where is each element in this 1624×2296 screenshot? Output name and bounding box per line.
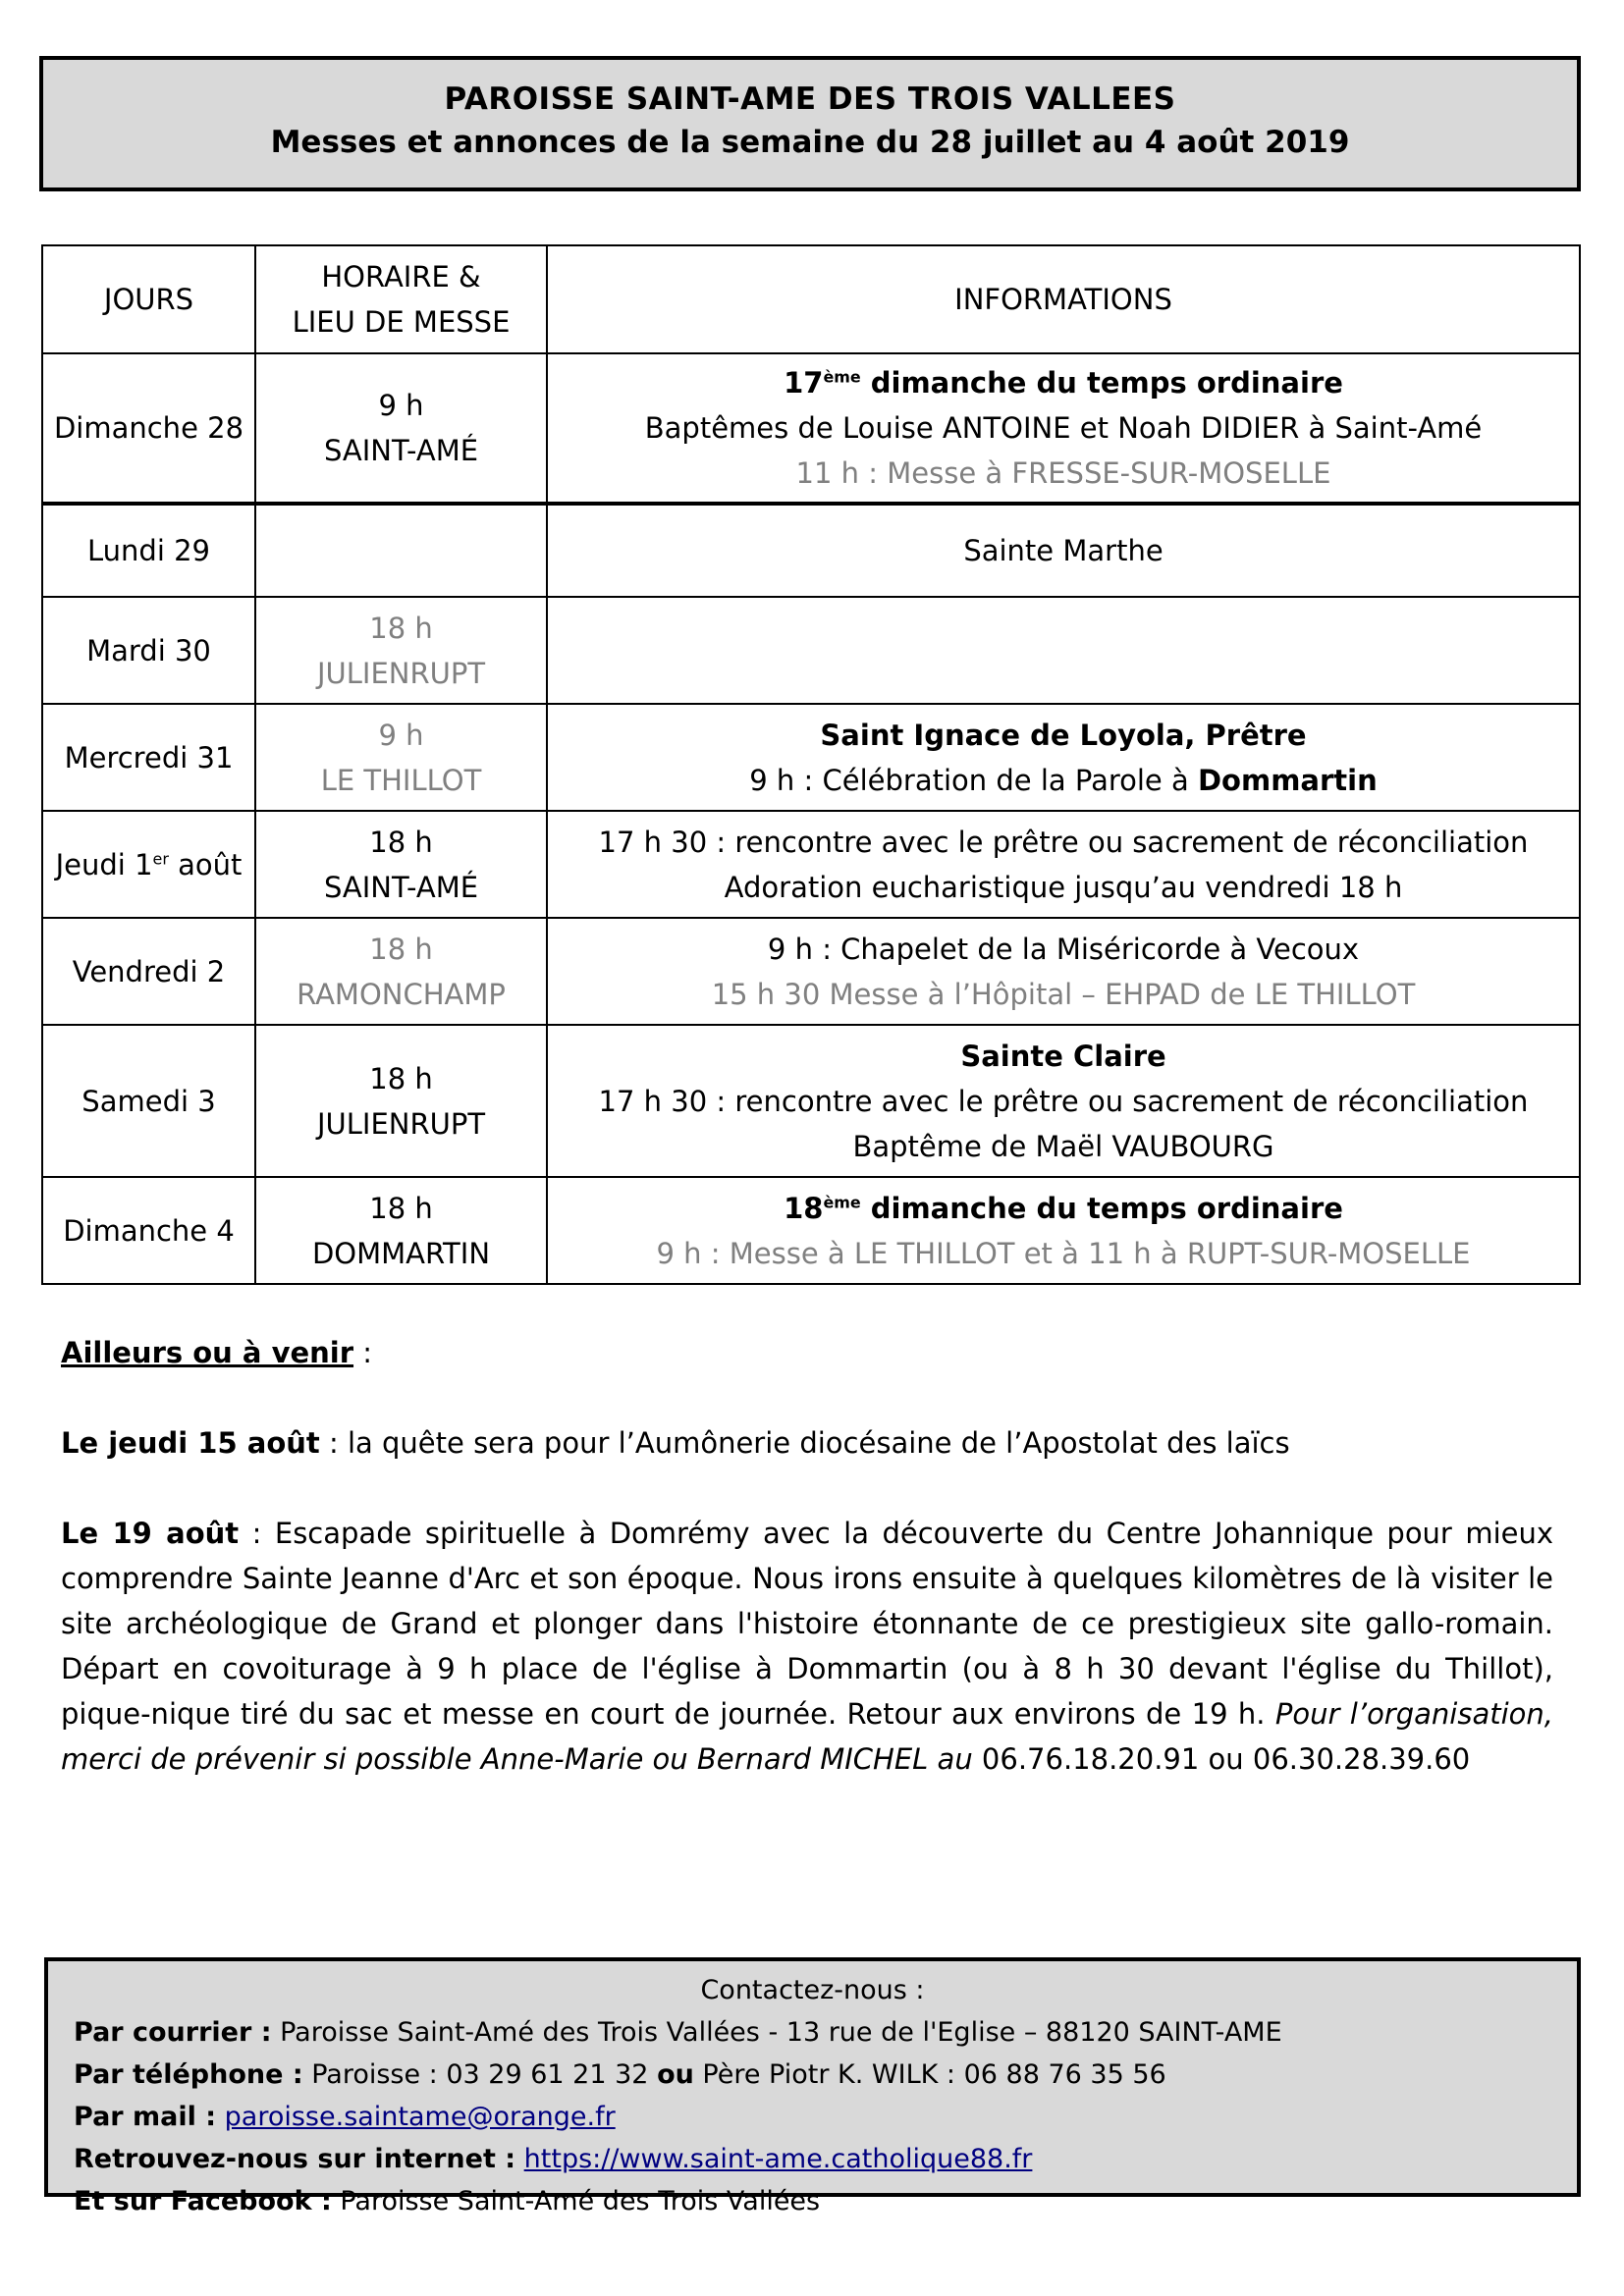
col-header-days: JOURS [42, 245, 255, 353]
header-box [39, 56, 1581, 191]
announcement-item [61, 1511, 1553, 1782]
time-place-cell [255, 504, 547, 597]
mass-place: DOMMARTIN [311, 1236, 491, 1270]
info-line: Saint Ignace de Loyola, Prêtre [820, 718, 1307, 752]
announcement-date: Le 19 août [61, 1517, 240, 1550]
table-row [42, 1177, 1580, 1284]
info-line [552, 758, 1575, 803]
time-place-cell [255, 353, 547, 504]
contact-label: Et sur Facebook : [74, 2186, 332, 2216]
day-month: août [168, 847, 243, 881]
info-text: dimanche du temps ordinaire [860, 366, 1343, 400]
col-header-time-place [255, 245, 547, 353]
day-cell: Dimanche 4 [42, 1177, 255, 1284]
contact-value: Paroisse : 03 29 61 21 32 [302, 2059, 658, 2090]
table-row [42, 704, 1580, 811]
mass-place: JULIENRUPT [316, 656, 486, 690]
time-place-cell [255, 704, 547, 811]
heading-text: Ailleurs ou à venir [61, 1336, 354, 1369]
announcements-heading [61, 1330, 1553, 1375]
contact-value: Paroisse Saint-Amé des Trois Vallées [331, 2186, 821, 2216]
mass-schedule-table [41, 244, 1581, 1285]
announcements [61, 1330, 1553, 1782]
info-line: 9 h : Messe à LE THILLOT et à 11 h à RUPT-SUR-MOSELLE [656, 1236, 1471, 1270]
contact-label: Par courrier : [74, 2017, 272, 2048]
mass-place: LE THILLOT [320, 763, 482, 797]
mass-place: RAMONCHAMP [297, 977, 506, 1011]
ordinal-number: 17 [784, 366, 824, 400]
contact-phone-row [74, 2054, 1577, 2096]
announcement-text: : Escapade spirituelle à Domrémy avec la découverte du Centre Johannique pour mieux comprendre Sainte Jeanne d'Arc et son époque. Nous irons ensuite à quelques kilomètres de là visiter le site archéologique de Grand et plonger dans l'histoire étonnante de ce prestigieux site gallo-romain. Départ en covoiturage à 9 h place de l'église à Dommartin (ou à 8 h 30 devant l'église du Thillot), pique-nique tiré du sac et messe en court de journée. Retour aux environs de 19 h. [61, 1517, 1554, 1731]
contact-value: Père Piotr K. WILK : 06 88 76 35 56 [693, 2059, 1166, 2090]
day-cell [42, 811, 255, 918]
announcement-phones: 06.76.18.20.91 ou 06.30.28.39.60 [972, 1742, 1471, 1776]
contact-mail-row [74, 2011, 1577, 2054]
time-place-cell [255, 1177, 547, 1284]
info-line: 11 h : Messe à FRESSE-SUR-MOSELLE [795, 456, 1331, 490]
time-place-cell [255, 1025, 547, 1177]
website-link[interactable]: https://www.saint-ame.catholique88.fr [523, 2144, 1033, 2174]
contact-value: Paroisse Saint-Amé des Trois Vallées - 13 rue de l'Eglise – 88120 SAINT-AME [271, 2017, 1282, 2048]
announcement-item [61, 1420, 1553, 1466]
mass-time: 9 h [378, 389, 424, 422]
announcement-date: Le jeudi 15 août [61, 1426, 320, 1460]
announcement-contact-note: Pour l’organisation, merci de prévenir si possible Anne-Marie ou Bernard MICHEL au [61, 1697, 1553, 1776]
info-text: dimanche du temps ordinaire [860, 1191, 1343, 1225]
ordinal-suffix: er [152, 848, 169, 868]
table-row [42, 504, 1580, 597]
info-cell [547, 353, 1580, 504]
mass-time: 18 h [369, 1061, 433, 1095]
info-line: Baptême de Maël VAUBOURG [852, 1129, 1274, 1163]
info-cell: Sainte Marthe [547, 504, 1580, 597]
info-cell [547, 811, 1580, 918]
heading-colon: : [353, 1336, 373, 1369]
contact-facebook-row [74, 2180, 1577, 2222]
time-place-cell [255, 597, 547, 704]
info-line: 17 h 30 : rencontre avec le prêtre ou sacrement de réconciliation [598, 1084, 1529, 1118]
info-line: Baptêmes de Louise ANTOINE et Noah DIDIER à Saint-Amé [644, 411, 1483, 445]
mass-place: JULIENRUPT [316, 1106, 486, 1141]
info-line [552, 1186, 1575, 1231]
info-cell [547, 704, 1580, 811]
info-cell [547, 1177, 1580, 1284]
col-header-place: LIEU DE MESSE [292, 305, 511, 339]
mass-place: SAINT-AMÉ [323, 870, 479, 904]
mass-place: SAINT-AMÉ [323, 434, 479, 467]
contact-label: Par mail : [74, 2102, 217, 2132]
time-place-cell [255, 811, 547, 918]
table-row [42, 597, 1580, 704]
info-line: 9 h : Chapelet de la Miséricorde à Vecoux [767, 932, 1360, 966]
mass-time: 18 h [369, 825, 433, 859]
day-cell: Vendredi 2 [42, 918, 255, 1025]
day-text: Jeudi 1 [55, 847, 153, 881]
day-cell: Samedi 3 [42, 1025, 255, 1177]
table-row [42, 918, 1580, 1025]
info-line: Sainte Claire [960, 1039, 1166, 1073]
contact-web-row [74, 2138, 1577, 2180]
contact-or: ou [657, 2059, 694, 2090]
ordinal-suffix: ème [823, 367, 861, 387]
mass-time: 18 h [369, 611, 433, 645]
col-header-time: HORAIRE & [321, 260, 481, 294]
ordinal-suffix: ème [823, 1192, 861, 1211]
day-cell: Lundi 29 [42, 504, 255, 597]
contact-email-row [74, 2096, 1577, 2138]
info-text: 9 h : Célébration de la Parole à [749, 763, 1198, 797]
mass-time: 18 h [369, 932, 433, 966]
table-row [42, 353, 1580, 504]
info-place: Dommartin [1197, 763, 1378, 797]
ordinal-number: 18 [784, 1191, 824, 1225]
info-cell [547, 918, 1580, 1025]
parish-title: PAROISSE SAINT-AME DES TROIS VALLEES [444, 81, 1176, 117]
contact-label: Par téléphone : [74, 2059, 303, 2090]
contact-title: Contactez-nous : [700, 1975, 925, 2005]
contact-label: Retrouvez-nous sur internet : [74, 2144, 516, 2174]
info-line: 15 h 30 Messe à l’Hôpital – EHPAD de LE THILLOT [711, 977, 1416, 1011]
time-place-cell [255, 918, 547, 1025]
mass-time: 9 h [378, 718, 424, 752]
announcement-text: : la quête sera pour l’Aumônerie diocésaine de l’Apostolat des laïcs [319, 1426, 1290, 1460]
day-cell: Mardi 30 [42, 597, 255, 704]
table-row [42, 1025, 1580, 1177]
info-line [552, 360, 1575, 405]
info-cell [547, 1025, 1580, 1177]
day-cell: Dimanche 28 [42, 353, 255, 504]
day-cell: Mercredi 31 [42, 704, 255, 811]
info-line: Adoration eucharistique jusqu’au vendredi 18 h [724, 870, 1403, 904]
mass-time: 18 h [369, 1191, 433, 1225]
info-cell [547, 597, 1580, 704]
email-link[interactable]: paroisse.saintame@orange.fr [224, 2102, 616, 2132]
info-line: 17 h 30 : rencontre avec le prêtre ou sacrement de réconciliation [598, 825, 1529, 859]
table-row [42, 811, 1580, 918]
contact-box [44, 1957, 1581, 2216]
table-header-row [42, 245, 1580, 353]
week-subtitle: Messes et annonces de la semaine du 28 juillet au 4 août 2019 [270, 125, 1350, 160]
col-header-info: INFORMATIONS [547, 245, 1580, 353]
